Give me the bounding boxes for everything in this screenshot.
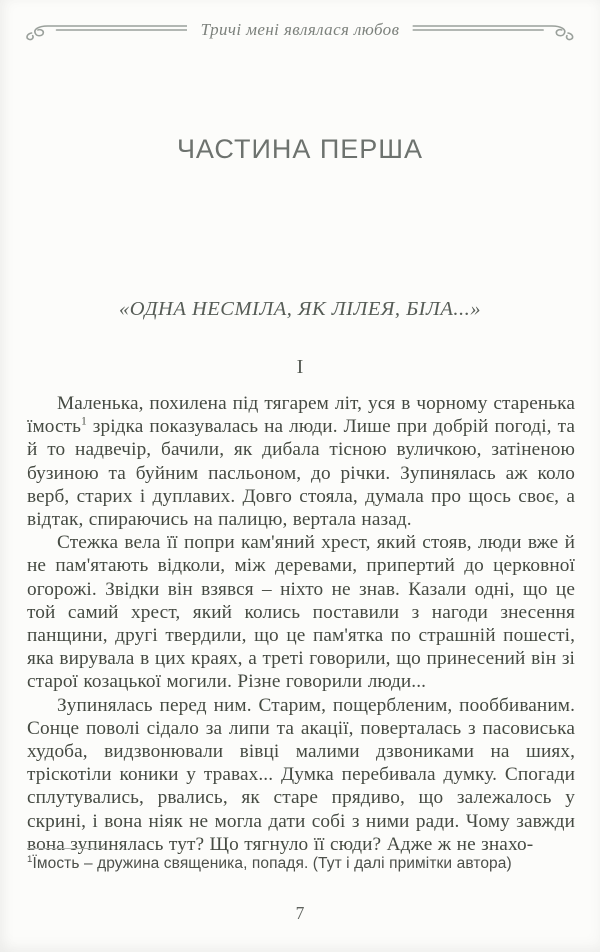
part-heading: ЧАСТИНА ПЕРША [176,134,424,164]
paragraph [27,694,575,856]
paragraph-text: Маленька, похилена під тягарем літ, уся в чорному старенька їмость [27,393,575,438]
footnote-marker: 1 [27,853,33,865]
body-text [27,392,575,856]
running-head: Тричі мені являлася любов [200,20,400,39]
header-flourish-left-icon [24,18,187,42]
footnote [27,854,570,874]
footnote-ref: 1 [81,415,87,428]
footnote-block [27,848,570,874]
paragraph [27,392,575,531]
paragraph-text: Стежка вела її попри кам'яний хрест, який стояв, люди вже й не пам'ятають відколи, між деревами, припертий до церковної огорожі. Звідки він взявся – ніхто не знав. Казали одні, що це той самий хрест, який колись поставили з нагоди знесення панщини, другі твердили, що це пам'ятка по страшній пошесті, яка вирувала в цих краях, а треті говорили, що принесений він зі старої козацької могили. Різне говорили люди... [27,532,575,693]
page-header [24,18,576,42]
header-flourish-right-icon [413,18,576,42]
chapter-title: «ОДНА НЕСМІЛА, ЯК ЛІЛЕЯ, БІЛА...» [118,298,482,320]
paragraph-text: зрідка показувалась на люди. Лише при добрій погоді, та й то надвечір, бачили, як дибала тісною вуличкою, затіненою бузиною та буйним пасльоном, до річки. Зупинялась аж коло верб, старих і дуплавих. Довго стояла, думала про щось своє, а відтак, спираючись на палицю, вертала назад. [27,416,575,531]
paragraph [27,531,575,693]
page-number: 7 [295,903,305,923]
footnote-text: Їмость – дружина священика, попадя. (Тут і далі примітки автора) [32,855,512,872]
paragraph-text: Зупинялась перед ним. Старим, пощербленим, пооббиваним. Сонце поволі сідало за липи та акації, поверталась з пасовиська худоба, видзвонювали вівці малими дзвониками на шиях, тріскотіли коники у травах... Думка перебивала думку. Спогади сплутувались, рвались, як старе прядиво, що залежалось у скрині, і вона ніяк не могла дати собі з ними ради. Чому завжди вона зупинялась тут? Що тягнуло її сюди? Адже ж не знахо- [27,694,575,855]
footnote-rule [27,848,105,849]
section-numeral: І [296,356,304,378]
